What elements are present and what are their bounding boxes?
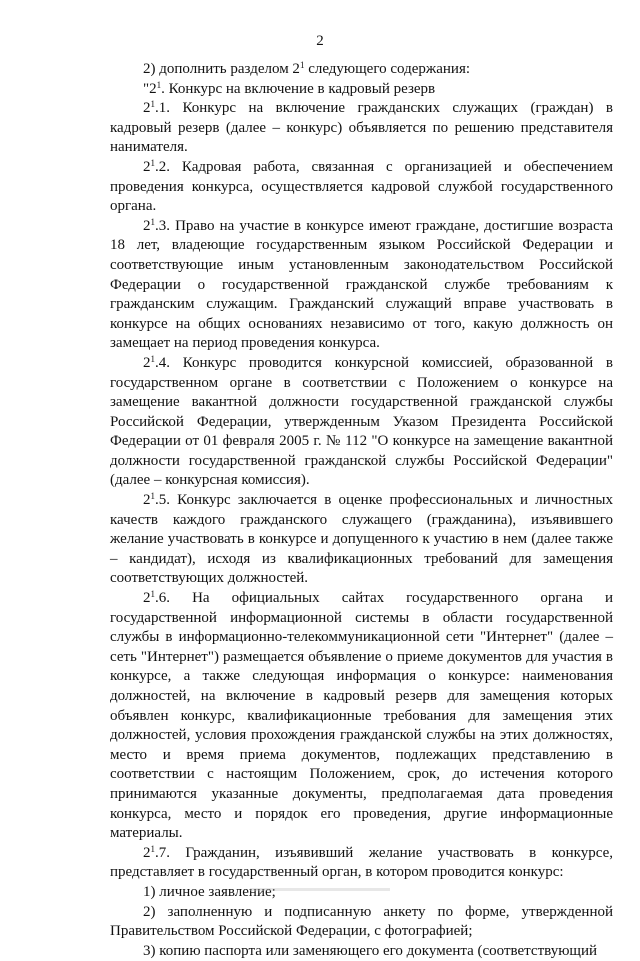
paragraph: $2^1.7$. Гражданин, изъявивший желание участвовать в конкурсе, представляет в государственный орган, в котором проводится конкурс: bbox=[110, 843, 613, 881]
paragraph: $2^1.6$. На официальных сайтах государственного органа и государственной информационной системы в области государственной службы в информационно-телекоммуникационной сети "Интернет" (далее – сеть "Интернет") размещается объявление о приеме документов для участия в конкурсе, а также следующая информация о конкурсе: наименования должностей, на включение в кадровый резерв для замещения которых объявлен конкурс, квалификационные требования для замещения этих должностей, условия прохождения гражданской службы на этих должностях, место и время приема документов, подлежащих представлению в соответствии с настоящим Положением, срок, до истечения которого принимаются указанные документы, предполагаемая дата проведения конкурса, место и порядок его проведения, другие информационные материалы. bbox=[110, 589, 613, 842]
list-item: 2) заполненную и подписанную анкету по форме, утвержденной Правительством Российской Федерации, с фотографией; bbox=[110, 903, 613, 940]
paragraph: $2^1.2$. Кадровая работа, связанная с организацией и обеспечением проведения конкурса, осуществляется кадровой службой государственного органа. bbox=[110, 157, 613, 215]
paragraph: $2^1.1$. Конкурс на включение гражданских служащих (граждан) в кадровый резерв (далее – конкурс) объявляется по решению представителя нанимателя. bbox=[110, 99, 613, 156]
section-title: "$2^1$. Конкурс на включение в кадровый резерв bbox=[143, 79, 436, 97]
scan-artifact bbox=[250, 888, 390, 891]
paragraph: $2^1.3$. Право на участие в конкурсе имеют граждане, достигшие возраста 18 лет, владеющие государственным языком Российской Федерации и соответствующие иным установленным законодательством Российской Федерации о государственной гражданской службе требованиям к гражданским служащим. Гражданский служащий вправе участвовать в конкурсе на общих основаниях независимо от того, какую должность он замещает на период проведения конкурса. bbox=[110, 216, 613, 352]
page-number: 2 bbox=[316, 33, 324, 49]
list-item: 1) личное заявление; bbox=[143, 883, 276, 900]
paragraph: $2^1.4$. Конкурс проводится конкурсной комиссией, образованной в государственном органе в соответствии с Положением о конкурсе на замещение вакантной должности государственной гражданской службы Российской Федерации, утвержденным Указом Президента Российской Федерации от 01 февраля 2005 г. № 112 "О конкурсе на замещение вакантной должности государственной гражданской службы Российской Федерации" (далее – конкурсная комиссия). bbox=[110, 353, 613, 489]
document-body bbox=[110, 60, 613, 961]
paragraph: $2^1.5$. Конкурс заключается в оценке профессиональных и личностных качеств каждого гражданского служащего (гражданина), изъявившего желание участвовать в конкурсе и допущенного к участию в нем (далее также – кандидат), исходя из квалификационных требований для замещения соответствующих должностей. bbox=[110, 491, 613, 587]
amendment-intro: 2) дополнить разделом $2^1$ следующего содержания: bbox=[143, 60, 471, 77]
list-item: 3) копию паспорта или заменяющего его документа (соответствующий bbox=[143, 942, 598, 959]
